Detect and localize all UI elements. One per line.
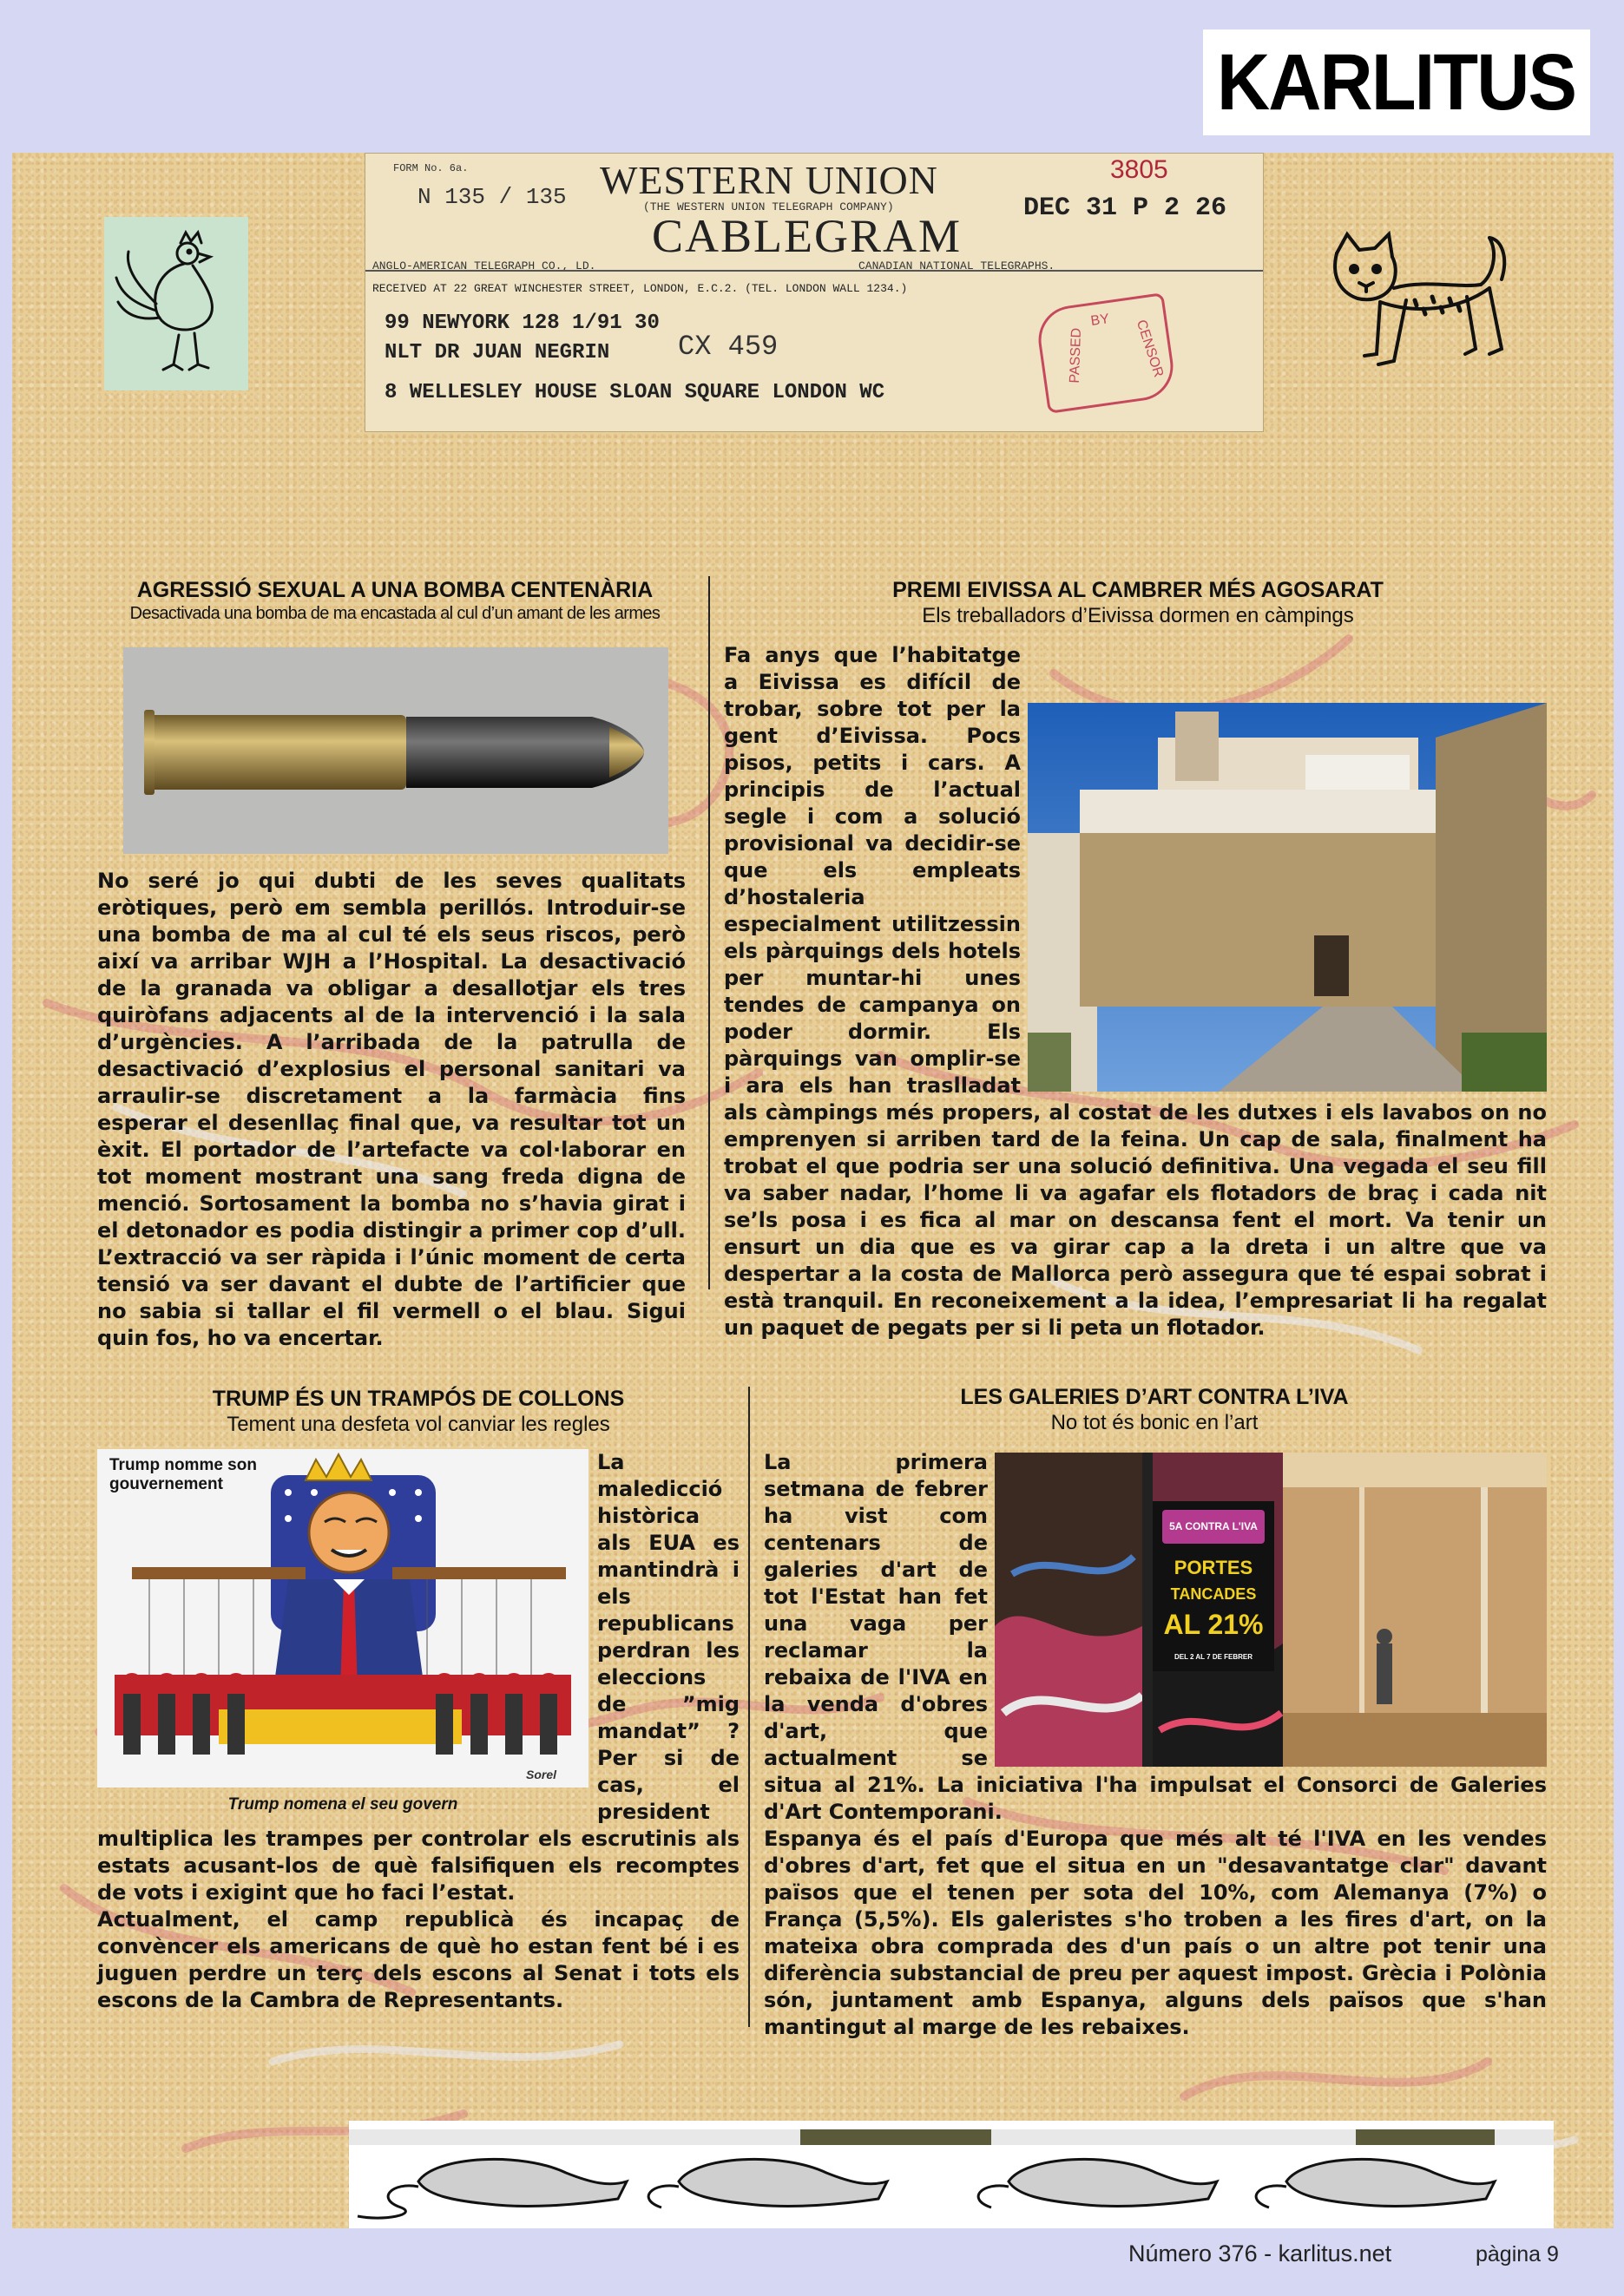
telegram-ref-numbers: N 135 / 135 — [418, 184, 567, 210]
stamp-right-text: CENSOR — [1133, 318, 1167, 380]
trump-cartoon-figure — [97, 1449, 588, 1815]
rats-strip — [349, 2121, 1554, 2228]
bomb-photo — [123, 647, 668, 854]
telegram-code: CX 459 — [678, 331, 779, 363]
dalt-vila-image — [1028, 703, 1547, 1092]
article-galeries-paragraph-1: La primera setmana de febrer ha vist com centenars de galeries d'art de tot l'Estat han fet una vaga per reclamar la rebaixa de l'IVA en la venda d'obres d'art, que actualment se situa al 21%. La iniciativa l'ha impulsat el Consorci de Galeries d'Art Contemporani. — [764, 1450, 1547, 1824]
masthead-title: KARLITUS — [1217, 37, 1576, 127]
article-trump-body — [97, 1449, 740, 2014]
censor-stamp — [1034, 292, 1177, 414]
cat-icon — [1328, 227, 1516, 392]
telegram-date: DEC 31 P 2 26 — [1023, 194, 1227, 223]
article-galeries-paragraph-2: Espanya és el país d'Europa que més alt té l'IVA en les vendes d'obres d'art, fet que el situa en un "desavantatge clar" davant països que el tenen per sota del 10%, com Alemanya (7%) o França (5,5%). Els galeristes s'ho troben a les fires d'art, on la mateixa obra comprada des d'un país o un altre pot tenir una diferència substancial de preu per aquest impost. Grècia i Polònia són, juntament amb Espanya, alguns dels països que s'han mantingut al marge de les rebaixes. — [764, 1827, 1547, 2039]
poster-line-2: TANCADES — [1170, 1585, 1257, 1603]
footer-issue: Número 376 - karlitus.net — [1128, 2240, 1392, 2266]
trump-cartoon — [97, 1449, 588, 1788]
article-galeries-title: LES GALERIES D’ART CONTRA L’IVA — [960, 1385, 1349, 1409]
telegram-subtitle: (THE WESTERN UNION TELEGRAPH COMPANY) — [643, 200, 894, 213]
telegram-agents-right: CANADIAN NATIONAL TELEGRAPHS. — [858, 259, 1055, 272]
telegram-handwritten-number: 3805 — [1110, 155, 1168, 184]
telegram-line-2: NLT DR JUAN NEGRIN — [385, 341, 610, 364]
trump-image-caption: Trump nomena el seu govern — [227, 1795, 458, 1814]
masthead — [1203, 30, 1590, 135]
footer-page-number: pàgina 9 — [1476, 2242, 1559, 2266]
poster-header: 5A CONTRA L'IVA — [1162, 1510, 1265, 1544]
article-galeries-body — [764, 1449, 1547, 2041]
article-trump-paragraph-1: La maledicció històrica als EUA es mantindrà i els republicans perdran les eleccions de ”mig mandat” ? Per si de cas, el president multiplica les trampes per controlar els escrutinis als estats acusant-los de què falsifiquen els recomptes de vots i exigint que ho faci l’estat. — [97, 1450, 740, 1905]
stamp-left-text: PASSED — [1067, 327, 1085, 384]
telegram-title: WESTERN UNION — [600, 158, 938, 202]
article-eivissa-paragraph: Fa anys que l’habitatge a Eivissa es difícil de trobar, sobre tot per la gent d’Eivissa. Pocs pisos, petits i cars. A principis de l’actual segle i com a solució provisional va decidir-se que els empleats d’hostaleria especialment utilitzessin els pàrquings dels hotels per muntar-hi unes tendes de campanya on poder dormir. Els pàrquings van omplir-se i ara els han traslladat als càmpings més propers, al costat de les dutxes i els lavabos on no emprenyen si arriben tard de la feina. Un cap de sala, finalment ha trobat el que podria ser una solució definitiva. Una vegada el seu fill va saber nadar, l’home li va agafar els flotadors de braç i cada nit se’ls posa i es fica al mar on descansa fent el mort. Va tenir un ensurt un dia que es va girar cap a la dreta i un altre que va despertar a la costa de Mallorca però assegura que té espai sobrat i està tranquil. En reconeixement a la idea, l’empresariat li ha regalat un paquet de pegats per si li peta un flotador. — [724, 643, 1547, 1340]
telegram-form-label: FORM No. 6a. — [393, 162, 469, 174]
article-galeries-subtitle: No tot és bonic en l’art — [1050, 1411, 1259, 1434]
poster-small-text: DEL 2 AL 7 DE FEBRER — [1174, 1653, 1253, 1661]
telegram-line-3: 8 WELLESLEY HOUSE SLOAN SQUARE LONDON WC — [385, 381, 885, 404]
stamp-top-text: BY — [1089, 312, 1111, 329]
article-eivissa-subtitle: Els treballadors d’Eivissa dormen en càmpings — [922, 604, 1354, 627]
strike-poster — [1153, 1501, 1274, 1671]
bomb-shell-icon — [123, 647, 668, 854]
article-trump-subtitle: Tement una desfeta vol canviar les regles — [227, 1413, 610, 1436]
puppet-king-drawing — [97, 1449, 588, 1788]
rooster-icon — [104, 217, 248, 390]
cartoon-signature: Sorel — [526, 1768, 557, 1781]
article-bomb-subtitle: Desactivada una bomba de ma encastada al cul d’un amant de les armes — [129, 604, 661, 623]
cartoon-caption: Trump nomme son gouvernement — [109, 1456, 257, 1493]
eivissa-photo — [1028, 703, 1547, 1092]
telegram-received: RECEIVED AT 22 GREAT WINCHESTER STREET, LONDON, E.C.2. (TEL. LONDON WALL 1234.) — [372, 282, 908, 295]
telegram-cablegram-label: CABLEGRAM — [652, 210, 963, 262]
article-eivissa-title: PREMI EIVISSA AL CAMBRER MÉS AGOSARAT — [892, 578, 1384, 602]
article-bomb-paragraph: No seré jo qui dubti de les seves qualitats eròtiques, però em sembla perillós. Introduir-se una bomba de ma al cul té els seus riscos, però així va arribar WJH a l’Hospital. La desactivació de la granada va obligar a desallotjar els tres quiròfans adjacents al de la intervenció i la sala d’urgències. A l’arribada de la patrulla de desactivació d’explosius el personal sanitari va arraulir-se discretament a la farmàcia fins esperar el desenllaç final que, va resultar tot un èxit. El portador de l’artefacte va col·laborar en tot moment mostrant una sang freda digna de menció. Sortosament la bomba no s’havia girat i el detonador es podia distingir a primer cop d’ull. L’extracció va ser ràpida i l’únic moment de certa tensió va ser davant el dubte de l’artificier que no sabia si tallar el fil vermell o el blau. Sigui quin fos, ho va encertar. — [97, 869, 686, 1350]
cat-drawing — [1328, 227, 1516, 392]
poster-line-1: PORTES — [1174, 1557, 1253, 1578]
telegram-image — [365, 153, 1264, 432]
telegram-line-1: 99 NEWYORK 128 1/91 30 — [385, 312, 660, 335]
article-bomb-title: AGRESSIÓ SEXUAL A UNA BOMBA CENTENÀRIA — [136, 578, 654, 602]
rooster-drawing — [104, 217, 248, 390]
telegram-agents-left: ANGLO-AMERICAN TELEGRAPH CO., LD. — [372, 259, 596, 272]
poster-line-3: AL 21% — [1163, 1609, 1264, 1640]
article-eivissa-body — [724, 642, 1547, 1342]
telegram-rule — [365, 270, 1263, 272]
article-trump-title: TRUMP ÉS UN TRAMPÓS DE COLLONS — [212, 1387, 625, 1411]
rats-drawing — [349, 2121, 1554, 2228]
article-bomb-body — [97, 868, 686, 1352]
column-divider-bottom — [748, 1387, 750, 2027]
galeries-photo — [995, 1453, 1547, 1767]
article-trump-paragraph-2: Actualment, el camp republicà és incapaç de convèncer els americans de què ho estan fent bé i es juguen perdre un terç dels escons al Senat i tots els escons de la Cambra de Representants. — [97, 1907, 740, 2012]
column-divider-top — [708, 576, 710, 1289]
